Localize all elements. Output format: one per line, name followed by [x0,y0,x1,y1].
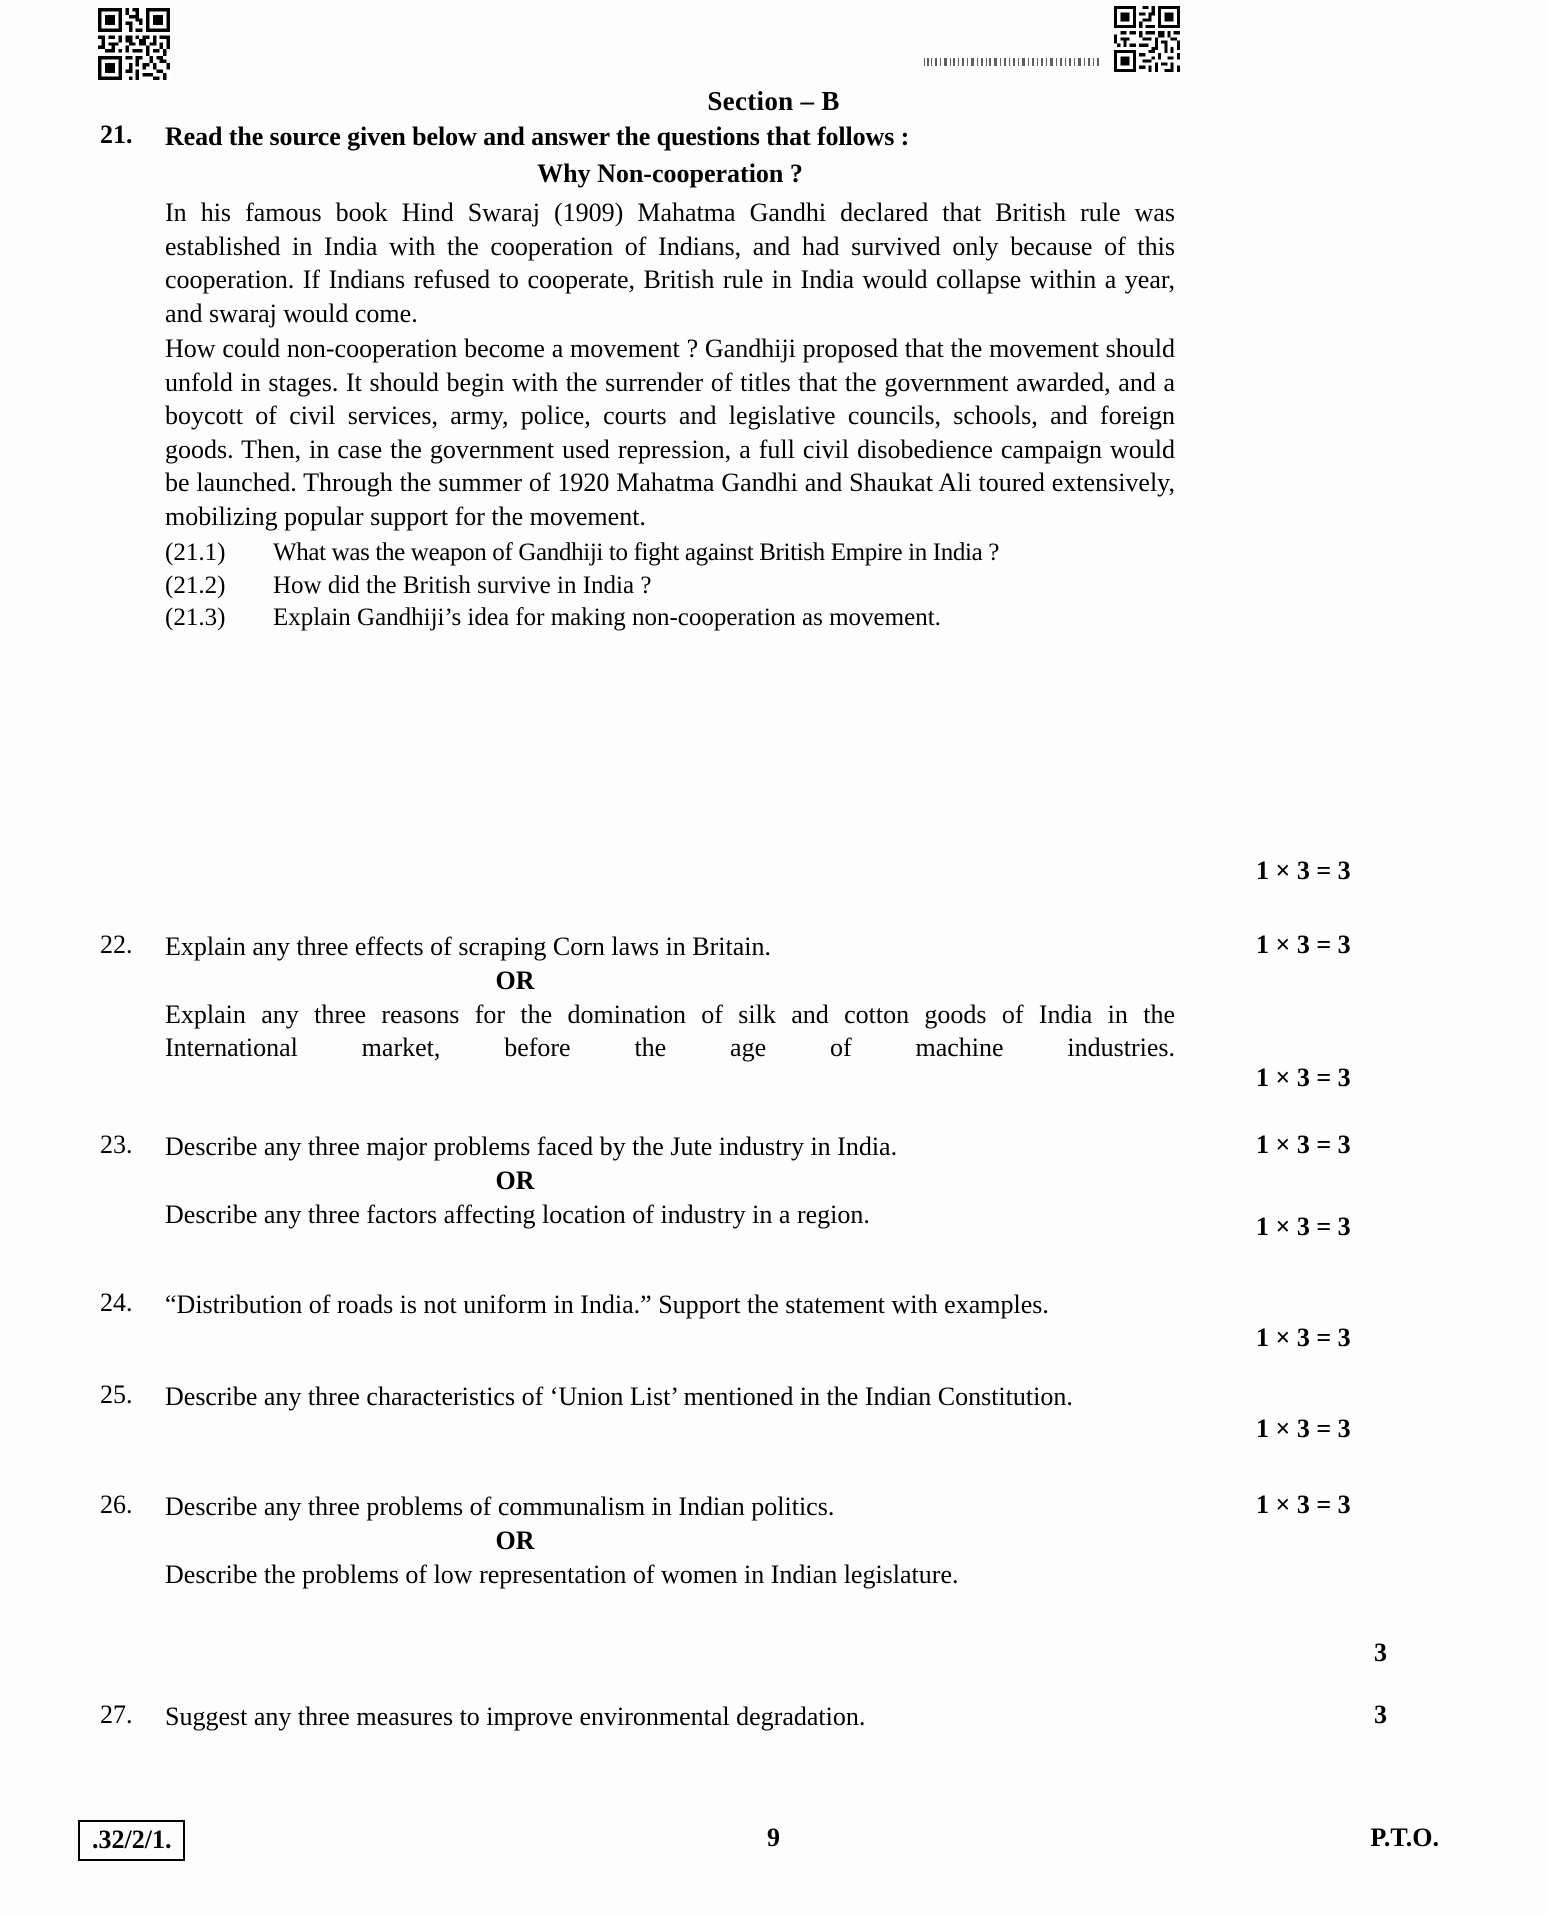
sub-question-21-2 [165,570,1175,603]
section-title: Section – B [707,86,840,116]
question-25 [100,1380,1450,1414]
question-text: Describe any three problems of communalism in Indian politics. [165,1492,835,1521]
or-label: OR [495,1165,535,1195]
question-number: 22. [100,930,133,959]
question-text: Describe any three major problems faced by the Jute industry in India. [165,1132,898,1161]
sub-question-label: (21.2) [165,571,226,599]
marks-24: 1 × 3 = 3 [1256,1323,1351,1352]
sub-question-21-3 [165,602,1175,635]
page-footer [0,1820,1547,1866]
marks-22-alt: 1 × 3 = 3 [1256,1063,1351,1092]
marks-23: 1 × 3 = 3 [1256,1130,1351,1159]
question-number: 23. [100,1130,133,1159]
question-27 [100,1700,1450,1734]
marks-22: 1 × 3 = 3 [1256,930,1351,959]
source-paragraph-2: How could non-cooperation become a movement ? Gandhiji proposed that the movement should unfold in stages. It should begin with the surrender of titles that the government awarded, and a boycott of civil services, army, police, courts and legislative councils, schools, and foreign goods. Then, in case the government used repression, a full civil disobedience campaign would be launched. Through the summer of 1920 Mahatma Gandhi and Shaukat Ali toured extensively, mobilizing popular support for the movement. [165,334,1175,531]
sub-question-text: Explain Gandhiji’s idea for making non-cooperation as movement. [273,604,941,632]
marks-26-alt: 3 [1374,1638,1387,1667]
question-text: “Distribution of roads is not uniform in India.” Support the statement with examples. [165,1290,1049,1319]
qr-code-icon [92,8,176,80]
sub-question-text: What was the weapon of Gandhiji to fight against British Empire in India ? [273,539,1000,567]
question-24 [100,1288,1450,1322]
page-number: 9 [767,1823,780,1852]
question-21 [100,120,1450,635]
or-label: OR [495,1525,535,1555]
sub-question-text: How did the British survive in India ? [273,571,652,599]
qr-code-icon [1114,4,1180,74]
barcode [922,58,1102,66]
question-number: 27. [100,1700,133,1729]
marks-27: 3 [1374,1700,1387,1729]
question-alt-text: Describe the problems of low representation of women in Indian legislature. [165,1559,959,1589]
question-text: Explain any three effects of scraping Corn laws in Britain. [165,932,772,961]
sub-question-21-1 [165,537,1175,570]
marks-25: 1 × 3 = 3 [1256,1414,1351,1443]
pto-label: P.T.O. [1370,1823,1439,1852]
question-alt-text: Describe any three factors affecting location of industry in a region. [165,1199,870,1229]
sub-question-label: (21.3) [165,604,226,632]
question-23 [100,1130,1450,1231]
question-number: 21. [100,120,133,149]
or-label: OR [495,965,535,995]
marks-26: 1 × 3 = 3 [1256,1490,1351,1519]
paper-code: .32/2/1. [78,1820,185,1861]
source-title: Why Non-cooperation ? [537,158,803,188]
question-alt-text: Explain any three reasons for the domination of silk and cotton goods of India in the International market, before the age of machine industries. [165,999,1175,1063]
question-text: Describe any three characteristics of ‘Union List’ mentioned in the Indian Constitution. [165,1382,1073,1411]
sub-question-label: (21.1) [165,539,226,567]
source-paragraph-1: In his famous book Hind Swaraj (1909) Mahatma Gandhi declared that British rule was established in India with the cooperation of Indians, and had survived only because of this cooperation. If Indians refused to cooperate, British rule in India would collapse within a year, and swaraj would come. [165,198,1175,328]
question-text: Suggest any three measures to improve environmental degradation. [165,1702,866,1731]
question-number: 26. [100,1490,133,1519]
marks-21: 1 × 3 = 3 [1256,856,1351,885]
question-26 [100,1490,1450,1591]
question-number: 25. [100,1380,133,1409]
question-prompt: Read the source given below and answer the questions that follows : [165,122,910,151]
marks-23-alt: 1 × 3 = 3 [1256,1212,1351,1241]
question-22 [100,930,1450,1065]
question-number: 24. [100,1288,133,1317]
